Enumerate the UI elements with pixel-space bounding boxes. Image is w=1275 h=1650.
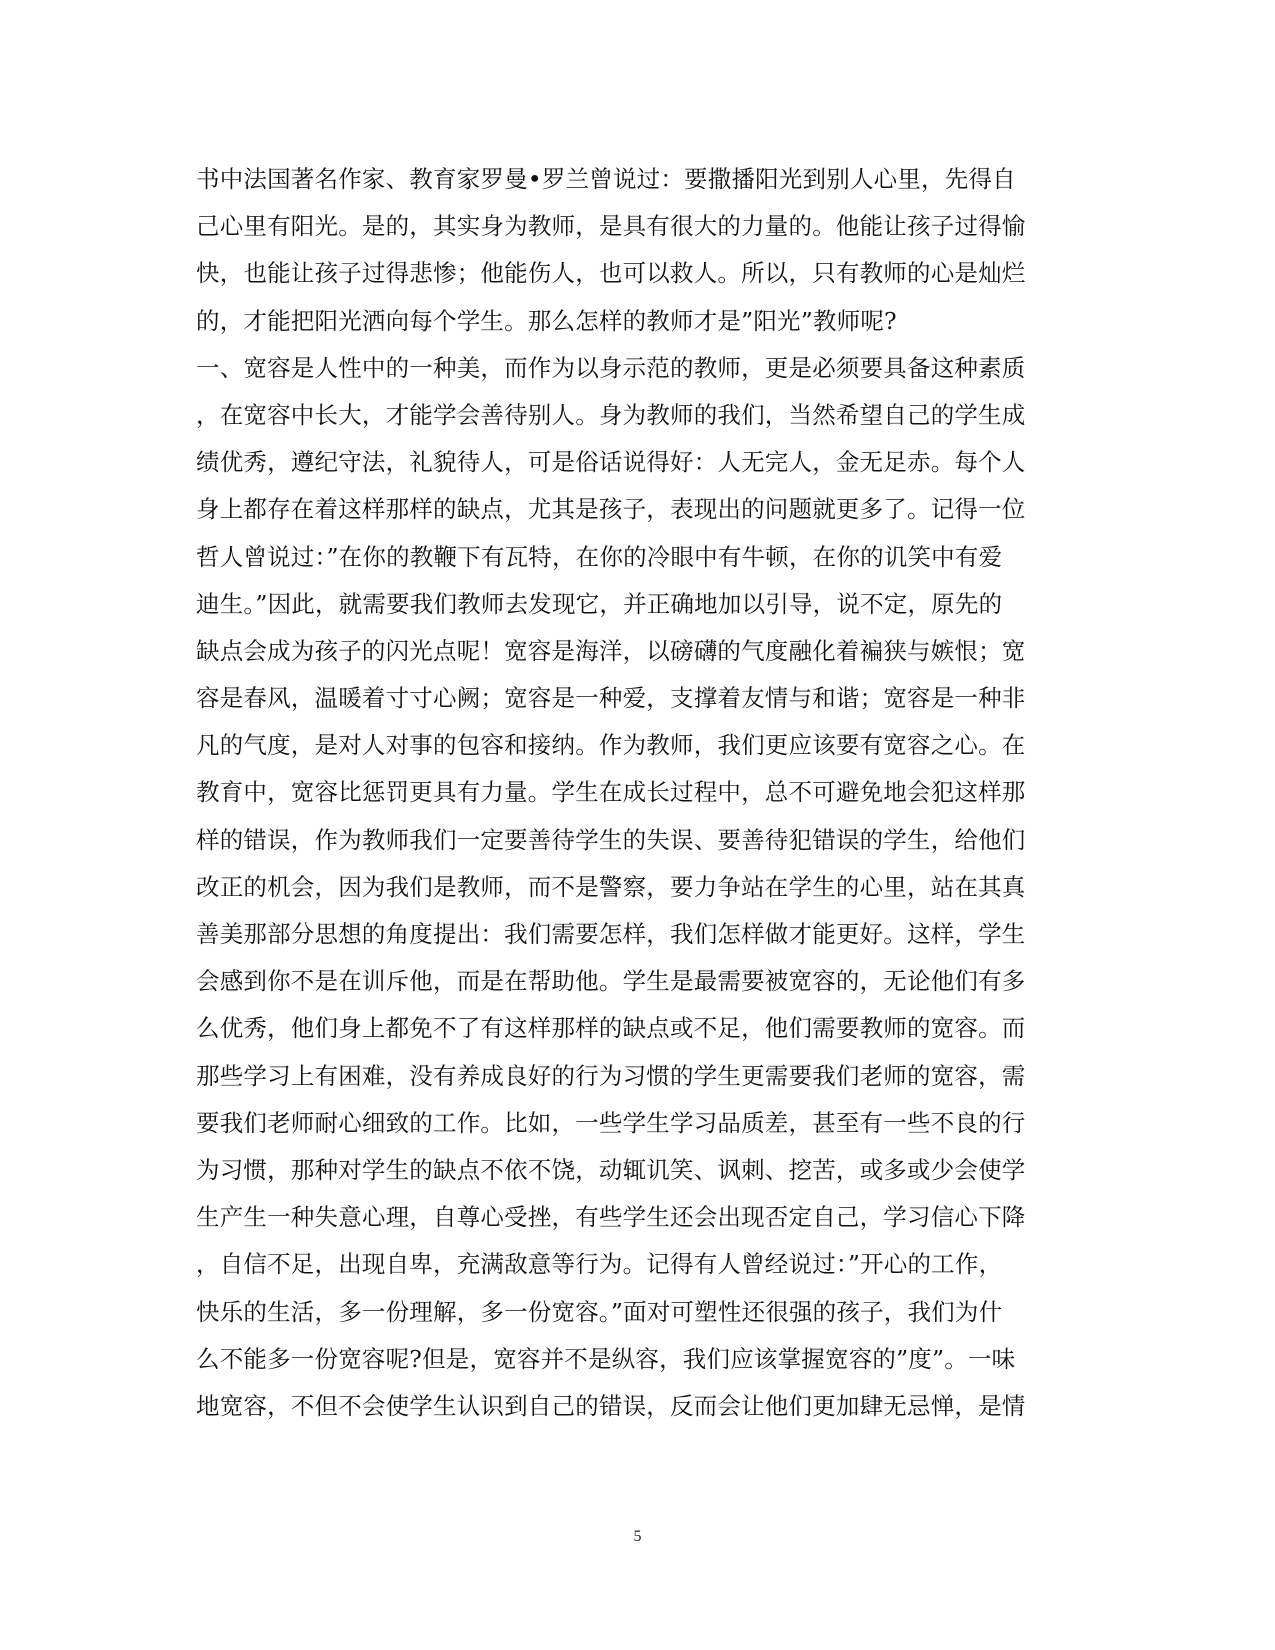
body-text xyxy=(196,156,1096,1430)
text-line: 改正的机会，因为我们是教师，而不是警察，要力争站在学生的心里，站在其真 xyxy=(196,872,1026,901)
text-line: 快，也能让孩子过得悲惨；他能伤人，也可以救人。所以，只有教师的心是灿烂 xyxy=(196,259,1026,288)
text-line: 为习惯，那种对学生的缺点不依不饶，动辄讥笑、讽刺、挖苦，或多或少会使学 xyxy=(196,1155,1026,1184)
text-line: 凡的气度，是对人对事的包容和接纳。作为教师，我们更应该要有宽容之心。在 xyxy=(196,731,1026,760)
text-line: 地宽容，不但不会使学生认识到自己的错误，反而会让他们更加肆无忌惮，是情 xyxy=(196,1391,1026,1420)
text-line: 么优秀，他们身上都免不了有这样那样的缺点或不足，他们需要教师的宽容。而 xyxy=(196,1014,1026,1043)
text-line: 己心里有阳光。是的，其实身为教师，是具有很大的力量的。他能让孩子过得愉 xyxy=(196,212,1026,241)
text-line: 迪生。”因此，就需要我们教师去发现它，并正确地加以引导，说不定，原先的 xyxy=(196,589,1003,618)
text-line: 容是春风，温暖着寸寸心阙；宽容是一种爱，支撑着友情与和谐；宽容是一种非 xyxy=(196,684,1026,713)
text-line: 身上都存在着这样那样的缺点，尤其是孩子，表现出的问题就更多了。记得一位 xyxy=(196,495,1026,524)
text-line: 书中法国著名作家、教育家罗曼•罗兰曾说过：要撒播阳光到别人心里，先得自 xyxy=(196,165,1016,193)
text-line: ，自信不足，出现自卑，充满敌意等行为。记得有人曾经说过：”开心的工作， xyxy=(196,1250,1003,1279)
page-number: 5 xyxy=(633,1528,642,1545)
text-line: ，在宽容中长大，才能学会善待别人。身为教师的我们，当然希望自己的学生成 xyxy=(196,400,1026,429)
text-line: 一、宽容是人性中的一种美，而作为以身示范的教师，更是必须要具备这种素质 xyxy=(196,353,1026,382)
text-line: 会感到你不是在训斥他，而是在帮助他。学生是最需要被宽容的，无论他们有多 xyxy=(196,967,1026,996)
text-line: 缺点会成为孩子的闪光点呢！宽容是海洋，以磅礴的气度融化着褊狭与嫉恨；宽 xyxy=(196,636,1026,665)
text-line: 么不能多一份宽容呢?但是，宽容并不是纵容，我们应该掌握宽容的”度”。一味 xyxy=(196,1344,1016,1373)
text-line: 样的错误，作为教师我们一定要善待学生的失误、要善待犯错误的学生，给他们 xyxy=(196,825,1026,854)
text-line: 的，才能把阳光洒向每个学生。那么怎样的教师才是”阳光”教师呢? xyxy=(196,306,897,335)
text-line: 那些学习上有困难，没有养成良好的行为习惯的学生更需要我们老师的宽容，需 xyxy=(196,1061,1026,1090)
text-line: 生产生一种失意心理，自尊心受挫，有些学生还会出现否定自己，学习信心下降 xyxy=(196,1203,1026,1232)
text-line: 要我们老师耐心细致的工作。比如，一些学生学习品质差，甚至有一些不良的行 xyxy=(196,1108,1026,1137)
text-line: 绩优秀，遵纪守法，礼貌待人，可是俗话说得好：人无完人，金无足赤。每个人 xyxy=(196,448,1026,477)
text-line: 快乐的生活，多一份理解，多一份宽容。”面对可塑性还很强的孩子，我们为什 xyxy=(196,1297,1003,1326)
text-line: 教育中，宽容比惩罚更具有力量。学生在成长过程中，总不可避免地会犯这样那 xyxy=(196,778,1026,807)
text-line: 哲人曾说过：”在你的教鞭下有瓦特，在你的冷眼中有牛顿，在你的讥笑中有爱 xyxy=(196,542,1003,571)
text-line: 善美那部分思想的角度提出：我们需要怎样，我们怎样做才能更好。这样，学生 xyxy=(196,920,1026,948)
